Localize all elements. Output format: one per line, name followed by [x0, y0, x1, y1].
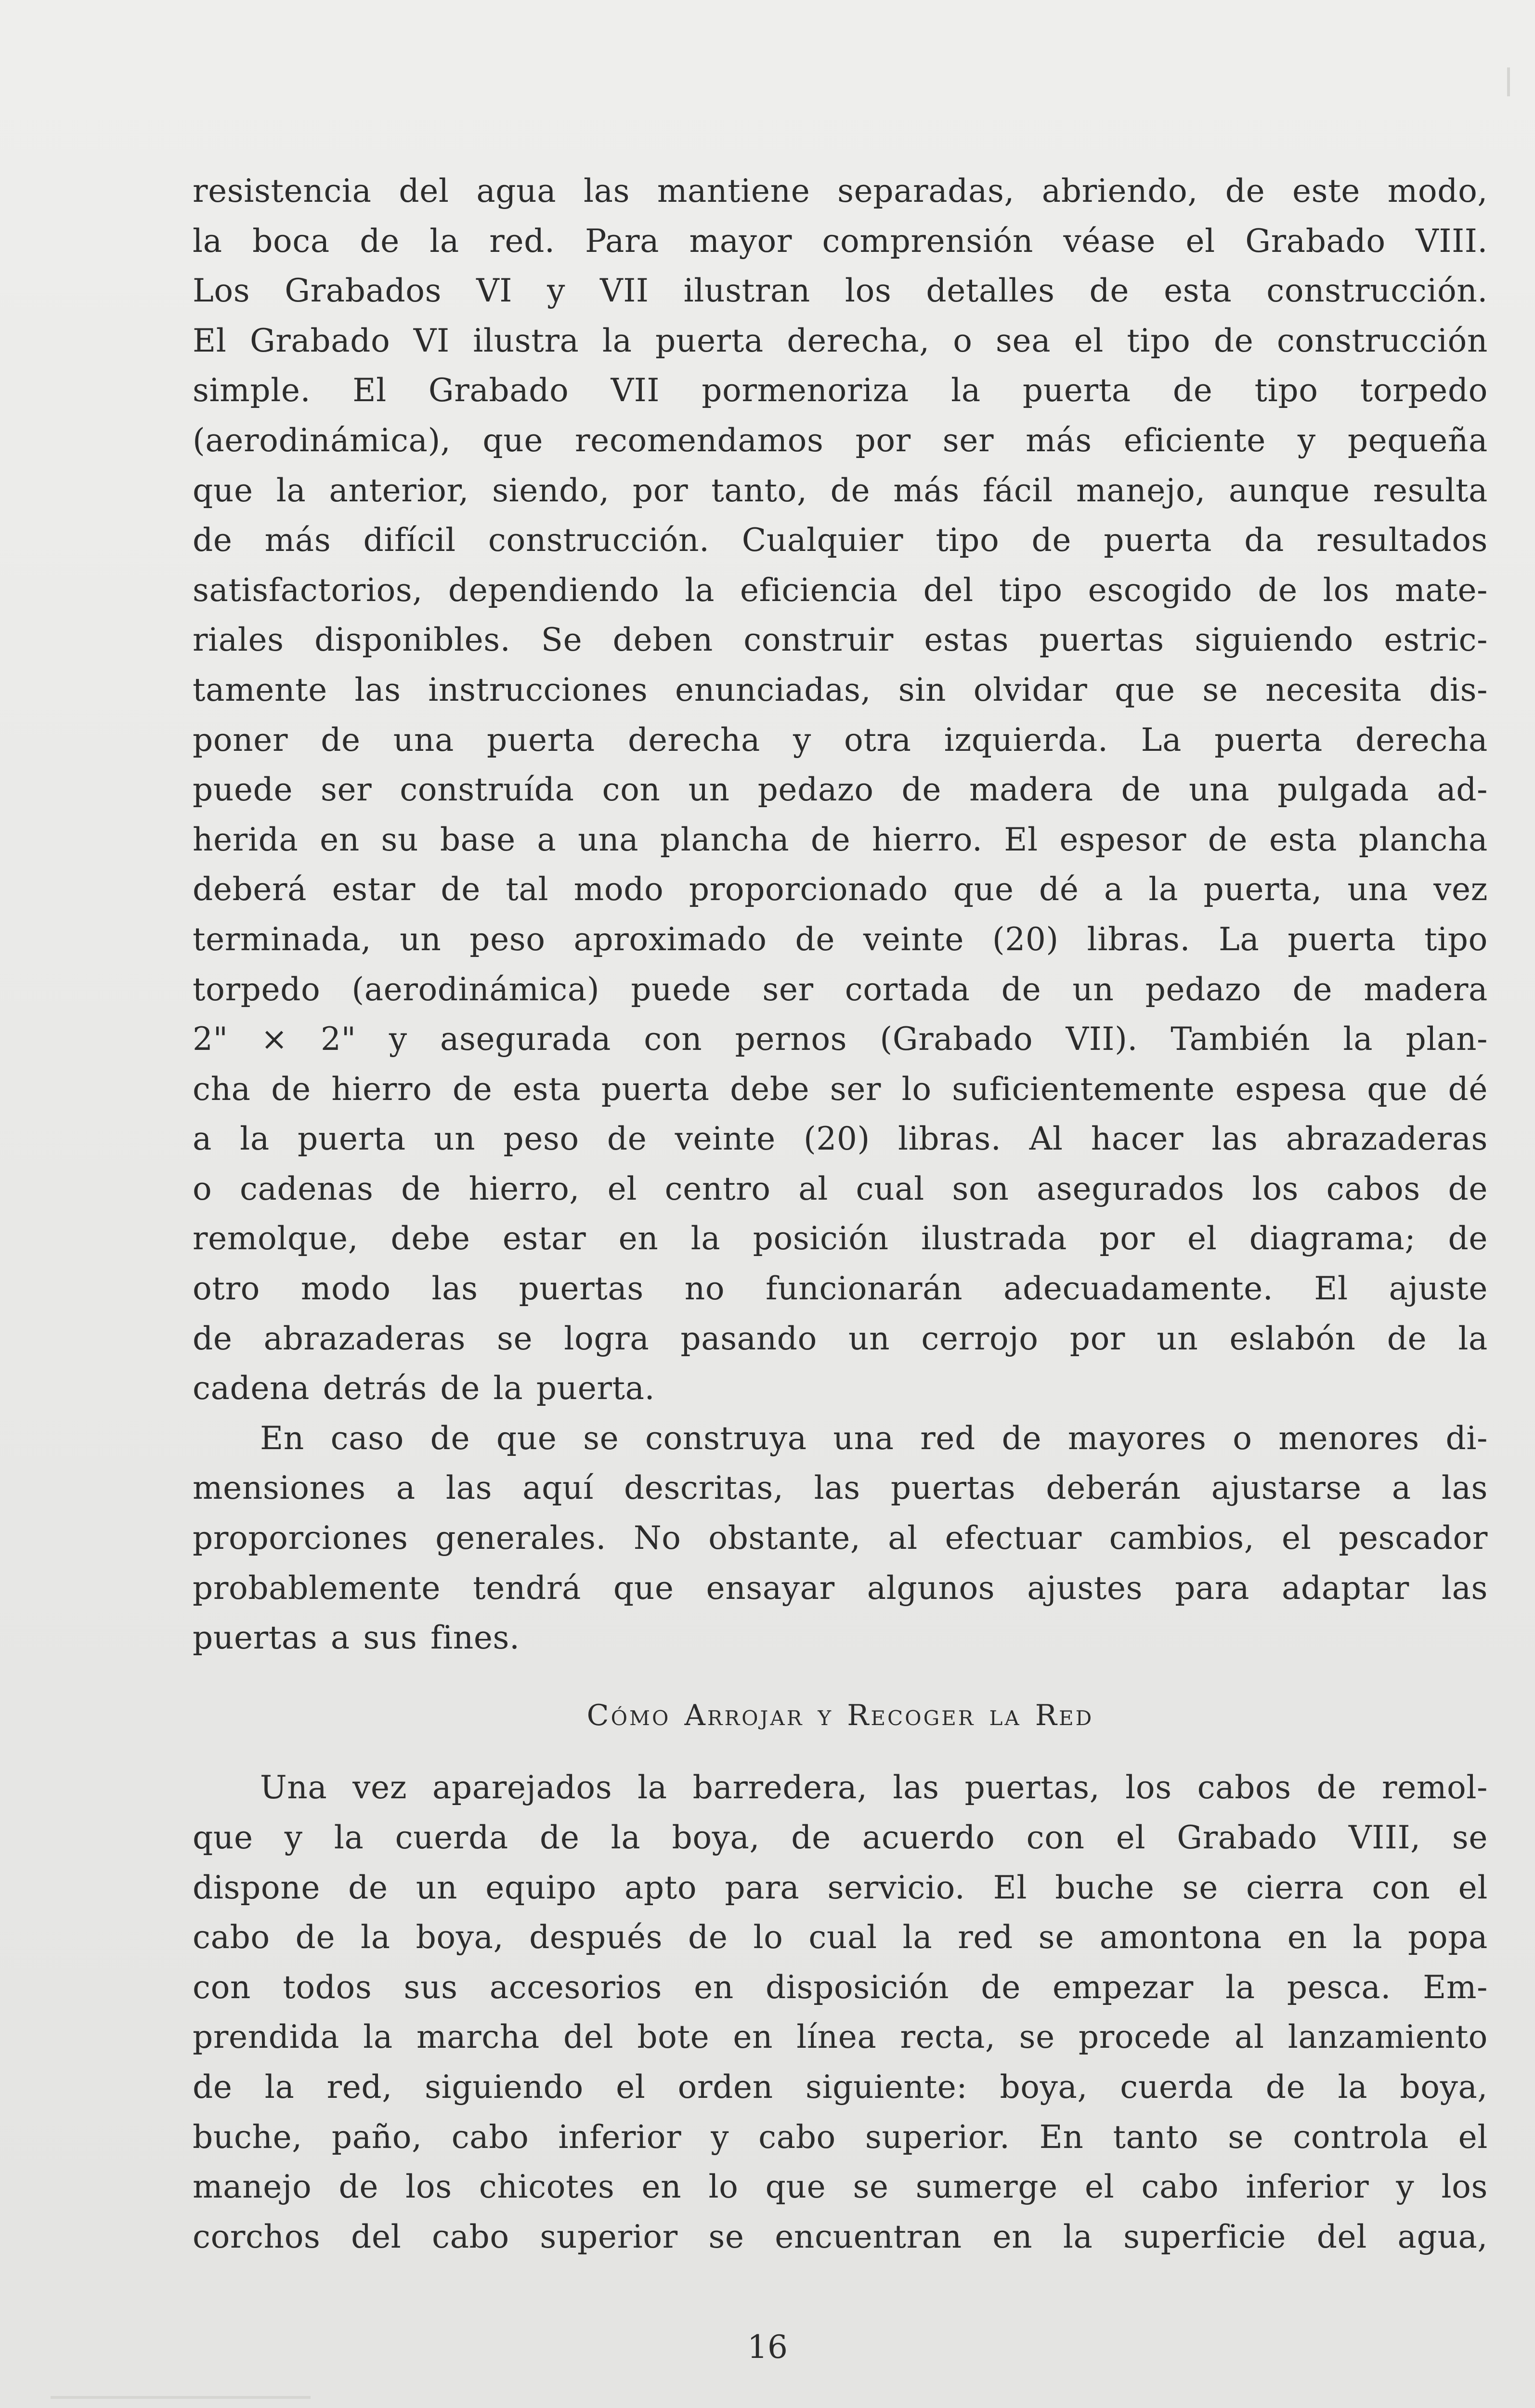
- text-line: Los Grabados VI y VII ilustran los detalles de esta construcción.: [193, 272, 1488, 310]
- text-line: terminada, un peso aproximado de veinte (20) libras. La puerta tipo: [193, 920, 1488, 958]
- text-line: o cadenas de hierro, el centro al cual son asegurados los cabos de: [193, 1170, 1488, 1207]
- text-line: manejo de los chicotes en lo que se sumerge el cabo inferior y los: [193, 2168, 1488, 2206]
- text-line: probablemente tendrá que ensayar algunos ajustes para adaptar las: [193, 1569, 1488, 1607]
- text-line: poner de una puerta derecha y otra izquierda. La puerta derecha: [193, 721, 1488, 759]
- body-text: [193, 166, 1488, 2262]
- paragraph-2: [193, 1413, 1488, 1663]
- text-line: satisfactorios, dependiendo la eficiencia del tipo escogido de los mate-: [193, 571, 1488, 609]
- text-line: En caso de que se construya una red de mayores o menores di-: [260, 1419, 1488, 1457]
- text-line: cabo de la boya, después de lo cual la red se amontona en la popa: [193, 1919, 1488, 1956]
- text-line: simple. El Grabado VII pormenoriza la puerta de tipo torpedo: [193, 372, 1488, 409]
- text-line: puede ser construída con un pedazo de madera de una pulgada ad-: [193, 771, 1488, 809]
- text-line: tamente las instrucciones enunciadas, sin olvidar que se necesita dis-: [193, 671, 1488, 708]
- text-line: El Grabado VI ilustra la puerta derecha, o sea el tipo de construcción: [193, 322, 1488, 359]
- text-line: puertas a sus fines.: [193, 1619, 520, 1657]
- text-line: resistencia del agua las mantiene separadas, abriendo, de este modo,: [193, 172, 1488, 209]
- text-line: corchos del cabo superior se encuentran en la superficie del agua,: [193, 2218, 1488, 2255]
- text-line: herida en su base a una plancha de hierro. El espesor de esta plancha: [193, 821, 1488, 858]
- text-line: Una vez aparejados la barredera, las puertas, los cabos de remol-: [260, 1769, 1488, 1806]
- text-line: mensiones a las aquí descritas, las puertas deberán ajustarse a las: [193, 1469, 1488, 1507]
- text-line: buche, paño, cabo inferior y cabo superior. En tanto se controla el: [193, 2118, 1488, 2156]
- paragraph-1: [193, 166, 1488, 1413]
- text-line: de abrazaderas se logra pasando un cerrojo por un eslabón de la: [193, 1320, 1488, 1357]
- paragraph-3: [193, 1763, 1488, 2262]
- text-line: proporciones generales. No obstante, al efectuar cambios, el pescador: [193, 1519, 1488, 1557]
- text-line: 2" × 2" y asegurada con pernos (Grabado VII). También la plan-: [193, 1021, 1488, 1058]
- text-line: que y la cuerda de la boya, de acuerdo con el Grabado VIII, se: [193, 1819, 1488, 1856]
- text-line: dispone de un equipo apto para servicio. El buche se cierra con el: [193, 1869, 1488, 1906]
- text-line: de más difícil construcción. Cualquier tipo de puerta da resultados: [193, 522, 1488, 559]
- text-line: torpedo (aerodinámica) puede ser cortada de un pedazo de madera: [193, 970, 1488, 1008]
- text-line: cadena detrás de la puerta.: [193, 1370, 655, 1407]
- text-line: remolque, debe estar en la posición ilustrada por el diagrama; de: [193, 1220, 1488, 1257]
- text-line: de la red, siguiendo el orden siguiente: boya, cuerda de la boya,: [193, 2068, 1488, 2106]
- text-line: con todos sus accesorios en disposición de empezar la pesca. Em-: [193, 1968, 1488, 2006]
- text-line: prendida la marcha del bote en línea recta, se procede al lanzamiento: [193, 2018, 1488, 2056]
- page-number: 16: [747, 2329, 788, 2366]
- text-line: cha de hierro de esta puerta debe ser lo suficientemente espesa que dé: [193, 1070, 1488, 1108]
- text-line: a la puerta un peso de veinte (20) libras. Al hacer las abrazaderas: [193, 1120, 1488, 1158]
- text-line: (aerodinámica), que recomendamos por ser más eficiente y pequeña: [193, 421, 1488, 459]
- section-heading: Cómo Arrojar y Recoger la Red: [586, 1698, 1094, 1732]
- scan-mark: [51, 2396, 311, 2399]
- text-line: que la anterior, siendo, por tanto, de más fácil manejo, aunque resulta: [193, 471, 1488, 509]
- text-line: la boca de la red. Para mayor comprensión véase el Grabado VIII.: [193, 222, 1488, 260]
- text-line: otro modo las puertas no funcionarán adecuadamente. El ajuste: [193, 1270, 1488, 1308]
- scan-mark: [1507, 67, 1510, 96]
- text-line: riales disponibles. Se deben construir estas puertas siguiendo estric-: [193, 621, 1488, 659]
- text-line: deberá estar de tal modo proporcionado que dé a la puerta, una vez: [193, 871, 1488, 908]
